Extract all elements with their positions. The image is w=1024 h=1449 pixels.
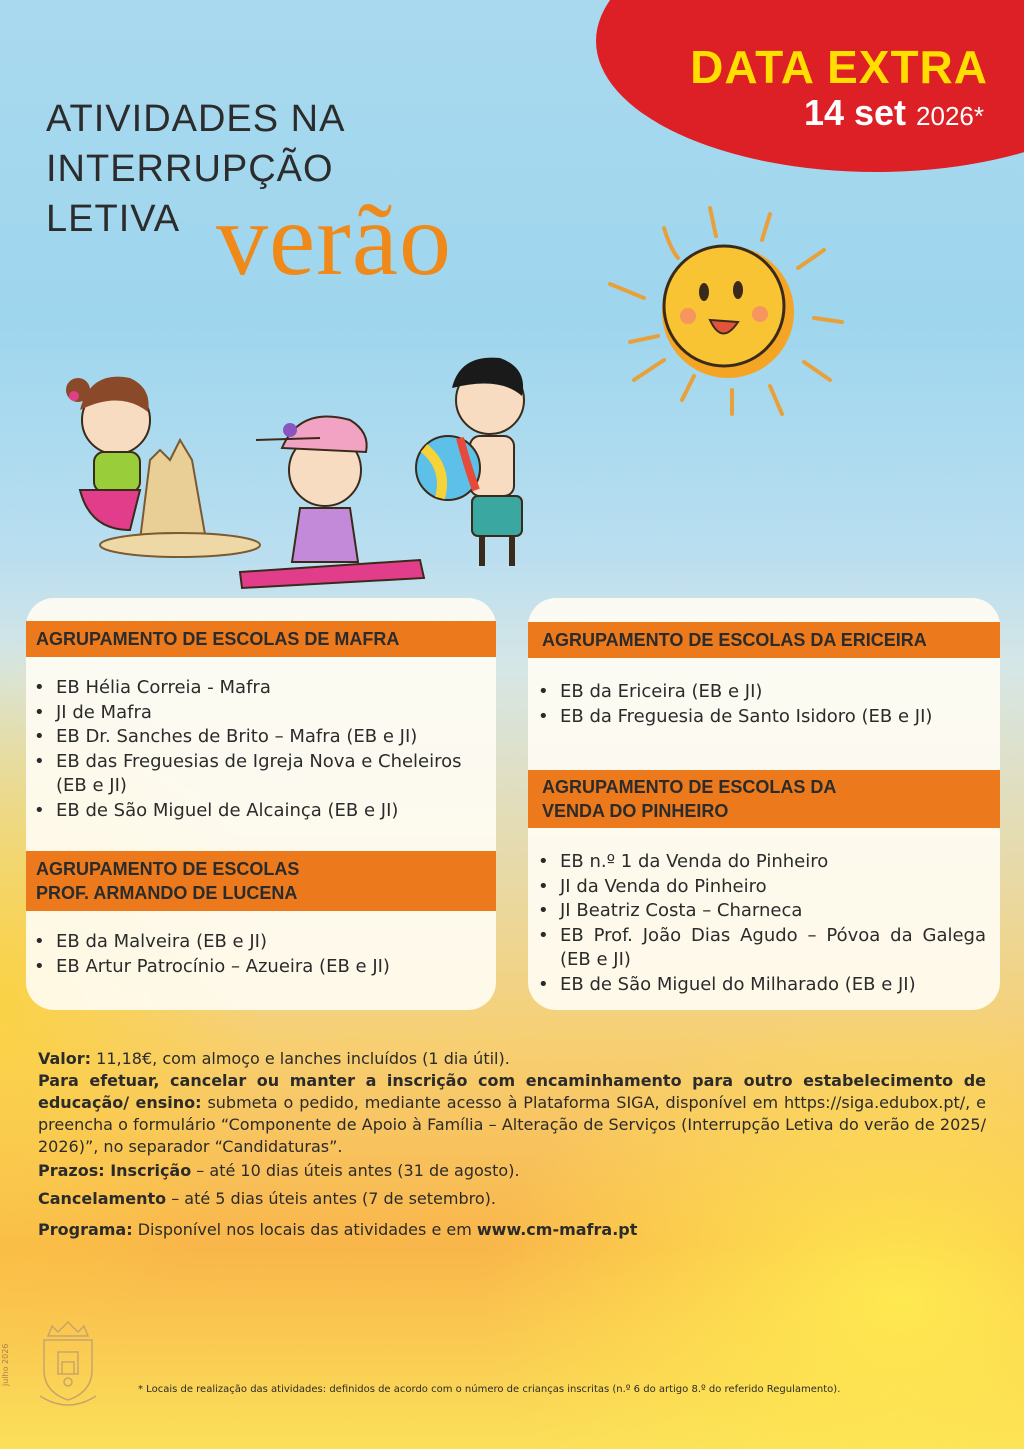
title-line-3: LETIVA — [46, 198, 181, 240]
title-verao: verão — [216, 182, 452, 297]
lucena-list — [30, 930, 480, 979]
mafra-coat-of-arms-icon — [36, 1318, 100, 1408]
cancelamento-text: – até 5 dias úteis antes (7 de setembro). — [166, 1189, 496, 1208]
ericeira-heading: AGRUPAMENTO DE ESCOLAS DA ERICEIRA — [528, 622, 1000, 658]
list-item: • EB Hélia Correia - Mafra — [30, 676, 480, 701]
programa-link[interactable]: www.cm-mafra.pt — [476, 1220, 638, 1239]
lucena-heading-line-2: PROF. ARMANDO DE LUCENA — [36, 883, 298, 903]
badge-date — [804, 92, 984, 134]
valor-text: 11,18€, com almoço e lanches incluídos (1 dia útil). — [91, 1049, 510, 1068]
ericeira-list — [534, 680, 990, 729]
list-item: • EB de São Miguel do Milharado (EB e JI) — [534, 973, 986, 998]
title-line-1: ATIVIDADES NA — [46, 98, 346, 140]
badge-day: 14 set — [803, 92, 907, 133]
lucena-heading-line-1: AGRUPAMENTO DE ESCOLAS — [36, 859, 300, 879]
inscricao-text: submeta o pedido, mediante acesso à Plataforma SIGA, disponível em https://siga.edubox.pt/, e preencha o formulário “Componente de Apoio à Família – Alteração de Serviços (Interrupção Letiva do verão de 2025/ 2026)”, no separador “Candidaturas”. — [38, 1093, 986, 1156]
pinheiro-heading-line-2: VENDA DO PINHEIRO — [542, 801, 729, 821]
list-item: • JI de Mafra — [30, 701, 480, 726]
cancelamento-label: Cancelamento — [38, 1189, 167, 1208]
kids-illustration — [20, 340, 540, 590]
list-item: • EB n.º 1 da Venda do Pinheiro — [534, 850, 986, 875]
inscricao-paragraph — [38, 1070, 986, 1158]
list-item: • EB Artur Patrocínio – Azueira (EB e JI) — [30, 955, 480, 980]
mafra-list — [30, 676, 480, 823]
list-item: • EB da Ericeira (EB e JI) — [534, 680, 990, 705]
footnote: * Locais de realização das atividades: definidos de acordo com o número de crianças inscritas (n.º 6 do artigo 8.º do referido Regulamento). — [138, 1384, 841, 1395]
programa-label: Programa: — [38, 1220, 133, 1239]
badge-year: 2026* — [916, 101, 984, 131]
list-item: • EB de São Miguel de Alcainça (EB e JI) — [30, 799, 480, 824]
valor-line — [38, 1048, 988, 1070]
programa-line — [38, 1219, 988, 1241]
prazos-text: – até 10 dias úteis antes (31 de agosto). — [191, 1161, 520, 1180]
mafra-heading: AGRUPAMENTO DE ESCOLAS DE MAFRA — [26, 621, 496, 657]
list-item: • EB das Freguesias de Igreja Nova e Cheleiros (EB e JI) — [30, 750, 480, 799]
side-date-text: julho 2026 — [1, 1343, 10, 1386]
pinheiro-heading — [528, 770, 1000, 828]
prazos-label: Prazos: Inscrição — [38, 1161, 192, 1180]
list-item: • JI Beatriz Costa – Charneca — [534, 899, 986, 924]
list-item: • JI da Venda do Pinheiro — [534, 875, 986, 900]
list-item: • EB Dr. Sanches de Brito – Mafra (EB e JI) — [30, 725, 480, 750]
pinheiro-list — [534, 850, 986, 997]
list-item: • EB da Malveira (EB e JI) — [30, 930, 480, 955]
cancelamento-line — [38, 1188, 988, 1210]
title-line-2: INTERRUPÇÃO — [46, 148, 334, 190]
lucena-heading — [26, 851, 496, 911]
list-item: • EB da Freguesia de Santo Isidoro (EB e JI) — [534, 705, 990, 730]
valor-label: Valor: — [38, 1049, 92, 1068]
programa-text: Disponível nos locais das atividades e em — [132, 1220, 477, 1239]
prazos-line — [38, 1160, 988, 1182]
sun-illustration — [592, 200, 852, 430]
badge-title: DATA EXTRA — [690, 41, 988, 93]
list-item: • EB Prof. João Dias Agudo – Póvoa da Galega (EB e JI) — [534, 924, 986, 973]
inscricao-label: Para efetuar, cancelar ou manter a inscrição com encaminhamento para outro estabelecimento de educação/ ensino: — [38, 1071, 986, 1112]
pinheiro-heading-line-1: AGRUPAMENTO DE ESCOLAS DA — [542, 777, 837, 797]
